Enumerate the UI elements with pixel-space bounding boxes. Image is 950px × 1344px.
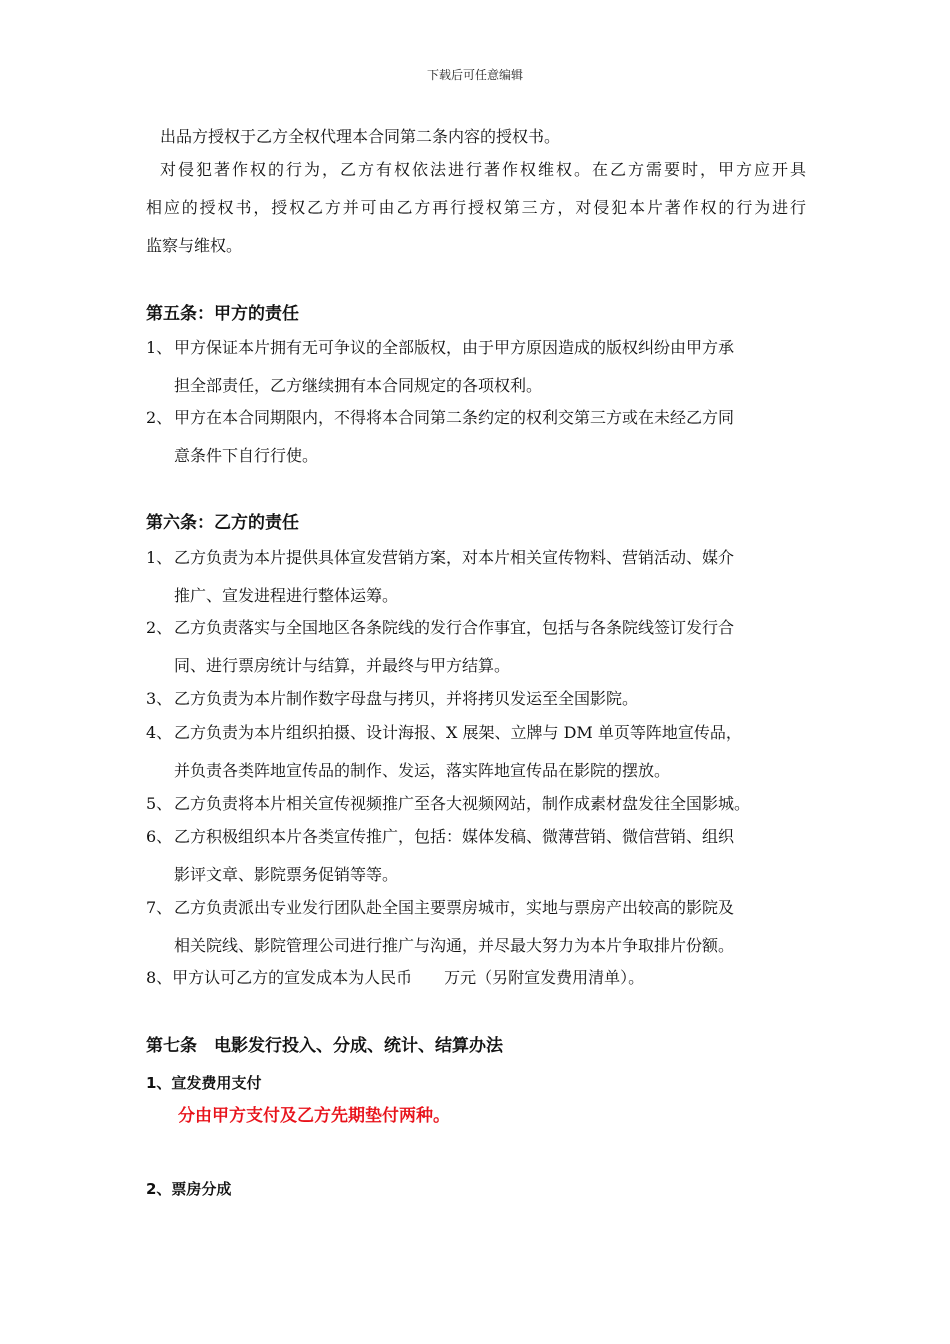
- list-text: 乙方负责将本片相关宣传视频推广至各大视频网站，制作成素材盘发往全国影城。: [174, 794, 751, 813]
- list-number: 2、: [146, 408, 173, 427]
- article-6-item-7: [146, 898, 734, 918]
- list-text: 甲方保证本片拥有无可争议的全部版权，由于甲方原因造成的版权纠纷由甲方承: [174, 338, 735, 357]
- list-number: 3、: [146, 689, 173, 708]
- article-6-item-1-cont: 推广、宣发进程进行整体运筹。: [174, 586, 399, 605]
- article-6-item-2: [146, 618, 734, 638]
- list-text: 乙方负责派出专业发行团队赴全国主要票房城市，实地与票房产出较高的影院及: [174, 898, 735, 917]
- page-header: 下载后可任意编辑: [426, 68, 523, 82]
- list-text: 乙方负责为本片组织拍摄、设计海报、X 展架、立牌与 DM 单页等阵地宣传品，: [174, 723, 742, 742]
- list-number: 1、: [146, 338, 173, 357]
- article-6-item-2-cont: 同、进行票房统计与结算，并最终与甲方结算。: [174, 656, 511, 675]
- article-7-subsection-1: 1、宣发费用支付: [146, 1074, 262, 1092]
- list-text: 甲方在本合同期限内，不得将本合同第二条约定的权利交第三方或在未经乙方同: [174, 408, 735, 427]
- article-6-item-4-cont: 并负责各类阵地宣传品的制作、发运，落实阵地宣传品在影院的摆放。: [174, 761, 671, 780]
- article-6-item-8: 8、甲方认可乙方的宣发成本为人民币 万元（另附宣发费用清单）。: [146, 968, 645, 987]
- intro-paragraph-2-line-1: 对侵犯著作权的行为，乙方有权依法进行著作权维权。在乙方需要时，甲方应开具: [160, 160, 806, 179]
- list-number: 1、: [146, 548, 173, 567]
- article-7-subsection-2: 2、票房分成: [146, 1180, 232, 1198]
- article-6-item-4: [146, 723, 742, 743]
- intro-paragraph-2-line-2: 相应的授权书，授权乙方并可由乙方再行授权第三方，对侵犯本片著作权的行为进行: [146, 198, 806, 217]
- list-text: 乙方负责落实与全国地区各条院线的发行合作事宜，包括与各条院线签订发行合: [174, 618, 735, 637]
- article-5-item-1: [146, 338, 734, 358]
- article-7-title: 第七条 电影发行投入、分成、统计、结算办法: [146, 1036, 503, 1056]
- list-text: 乙方积极组织本片各类宣传推广，包括：媒体发稿、微薄营销、微信营销、组织: [174, 827, 735, 846]
- list-number: 7、: [146, 898, 173, 917]
- article-5-item-2-cont: 意条件下自行行使。: [174, 446, 319, 465]
- list-number: 2、: [146, 618, 173, 637]
- article-6-item-6: [146, 827, 734, 847]
- list-number: 5、: [146, 794, 173, 813]
- article-6-item-6-cont: 影评文章、影院票务促销等等。: [174, 865, 399, 884]
- article-5-item-1-cont: 担全部责任，乙方继续拥有本合同规定的各项权利。: [174, 376, 543, 395]
- article-6-item-3: [146, 689, 638, 709]
- article-6-item-5: [146, 794, 750, 814]
- list-text: 乙方负责为本片制作数字母盘与拷贝，并将拷贝发运至全国影院。: [174, 689, 639, 708]
- intro-paragraph-1: 出品方授权于乙方全权代理本合同第二条内容的授权书。: [160, 127, 561, 146]
- article-5-item-2: [146, 408, 734, 428]
- intro-paragraph-2-line-3: 监察与维权。: [146, 236, 243, 255]
- highlighted-note: 分由甲方支付及乙方先期垫付两种。: [178, 1106, 450, 1126]
- article-5-title: 第五条：甲方的责任: [146, 304, 299, 324]
- list-text: 乙方负责为本片提供具体宣发营销方案，对本片相关宣传物料、营销活动、媒介: [174, 548, 735, 567]
- list-number: 4、: [146, 723, 173, 742]
- article-6-item-1: [146, 548, 734, 568]
- article-6-item-7-cont: 相关院线、影院管理公司进行推广与沟通，并尽最大努力为本片争取排片份额。: [174, 936, 735, 955]
- article-6-title: 第六条：乙方的责任: [146, 513, 299, 533]
- list-number: 6、: [146, 827, 173, 846]
